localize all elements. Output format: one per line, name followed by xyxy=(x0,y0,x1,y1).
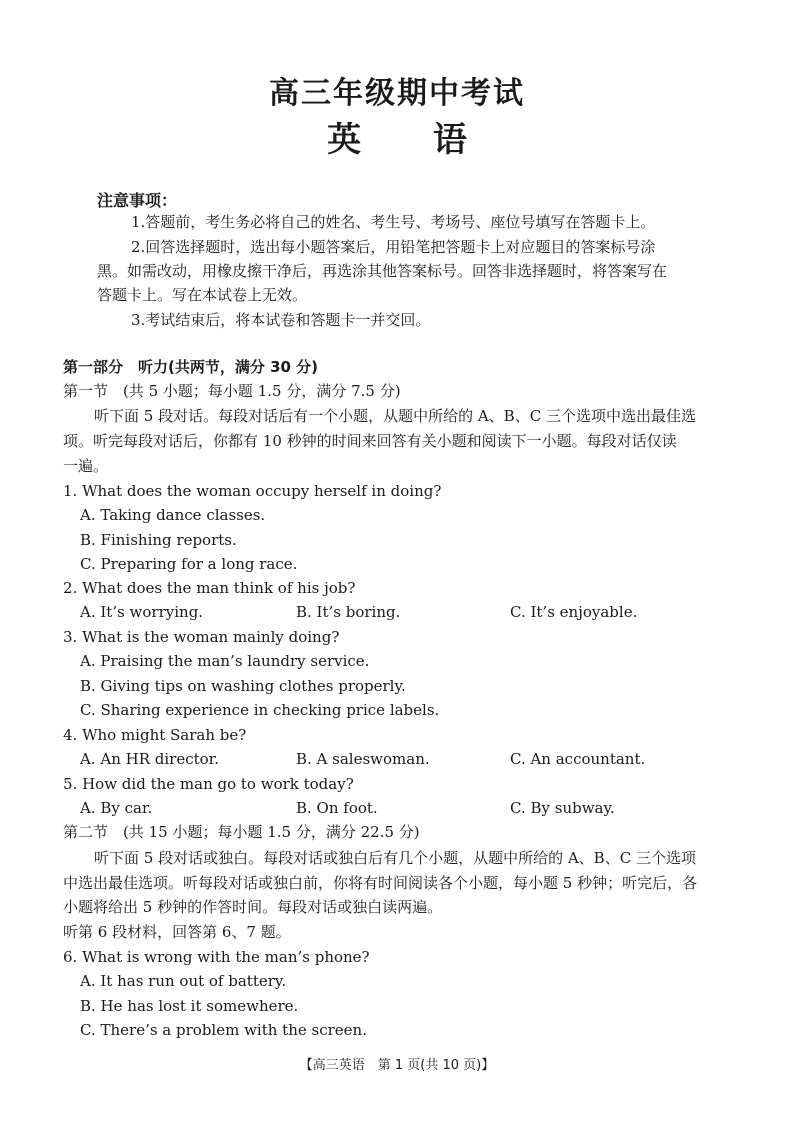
option-a: A. Praising the man’s laundry service. xyxy=(80,652,370,670)
option-b: B. Giving tips on washing clothes properly. xyxy=(80,677,406,695)
option-c: C. It’s enjoyable. xyxy=(510,603,638,621)
notice-item: 3.考试结束后，将本试卷和答题卡一并交回。 xyxy=(131,311,431,329)
option-a: A. It’s worrying. xyxy=(80,603,204,621)
option-c: C. Preparing for a long race. xyxy=(80,555,298,573)
subject-title: 英 语 xyxy=(327,120,467,160)
notice-item: 2.回答选择题时，选出每小题答案后，用铅笔把答题卡上对应题目的答案标号涂 xyxy=(131,238,656,256)
option-a: A. Taking dance classes. xyxy=(80,506,266,524)
option-c: C. An accountant. xyxy=(510,750,646,768)
question-stem: 1. What does the woman occupy herself in doing? xyxy=(63,482,442,500)
notice-heading: 注意事项： xyxy=(97,191,178,210)
exam-title: 高三年级期中考试 xyxy=(269,76,525,111)
option-c: C. By subway. xyxy=(510,799,615,817)
question-stem: 3. What is the woman mainly doing? xyxy=(63,628,340,646)
option-b: B. A saleswoman. xyxy=(296,750,430,768)
section2-title: 第二节 (共 15 小题；每小题 1.5 分，满分 22.5 分) xyxy=(63,823,420,841)
section1-title: 第一节 (共 5 小题；每小题 1.5 分，满分 7.5 分) xyxy=(63,382,401,400)
part1-title: 第一部分 听力(共两节，满分 30 分) xyxy=(63,358,319,376)
question-stem: 4. Who might Sarah be? xyxy=(63,726,247,744)
section1-instruction: 听下面 5 段对话。每段对话后有一个小题，从题中所给的 A、B、C 三个选项中选出最佳选 xyxy=(94,407,696,425)
section2-instruction: 听下面 5 段对话或独白。每段对话或独白后有几个小题，从题中所给的 A、B、C 三个选项 xyxy=(94,849,696,867)
option-c: C. There’s a problem with the screen. xyxy=(80,1021,367,1039)
option-a: A. It has run out of battery. xyxy=(80,972,287,990)
notice-item: 答题卡上。写在本试卷上无效。 xyxy=(97,286,308,304)
option-b: B. On foot. xyxy=(296,799,378,817)
question-stem: 2. What does the man think of his job? xyxy=(63,579,356,597)
question-stem: 5. How did the man go to work today? xyxy=(63,775,354,793)
section2-instruction: 小题将给出 5 秒钟的作答时间。每段对话或独白读两遍。 xyxy=(63,898,443,916)
material-6-heading: 听第 6 段材料，回答第 6、7 题。 xyxy=(63,923,291,941)
page-footer: 【高三英语 第 1 页(共 10 页)】 xyxy=(299,1058,495,1073)
option-a: A. An HR director. xyxy=(80,750,219,768)
option-c: C. Sharing experience in checking price labels. xyxy=(80,701,440,719)
option-a: A. By car. xyxy=(80,799,153,817)
section1-instruction: 一遍。 xyxy=(63,457,109,475)
notice-item: 黑。如需改动，用橡皮擦干净后，再选涂其他答案标号。回答非选择题时，将答案写在 xyxy=(97,262,668,280)
option-b: B. It’s boring. xyxy=(296,603,401,621)
option-b: B. He has lost it somewhere. xyxy=(80,997,299,1015)
section2-instruction: 中选出最佳选项。听每段对话或独白前，你将有时间阅读各个小题，每小题 5 秒钟；听完后，各 xyxy=(63,874,698,892)
notice-item: 1.答题前，考生务必将自己的姓名、考生号、考场号、座位号填写在答题卡上。 xyxy=(131,213,656,231)
section1-instruction: 项。听完每段对话后，你都有 10 秒钟的时间来回答有关小题和阅读下一小题。每段对话仅读 xyxy=(63,432,677,450)
option-b: B. Finishing reports. xyxy=(80,531,237,549)
question-stem: 6. What is wrong with the man’s phone? xyxy=(63,948,370,966)
